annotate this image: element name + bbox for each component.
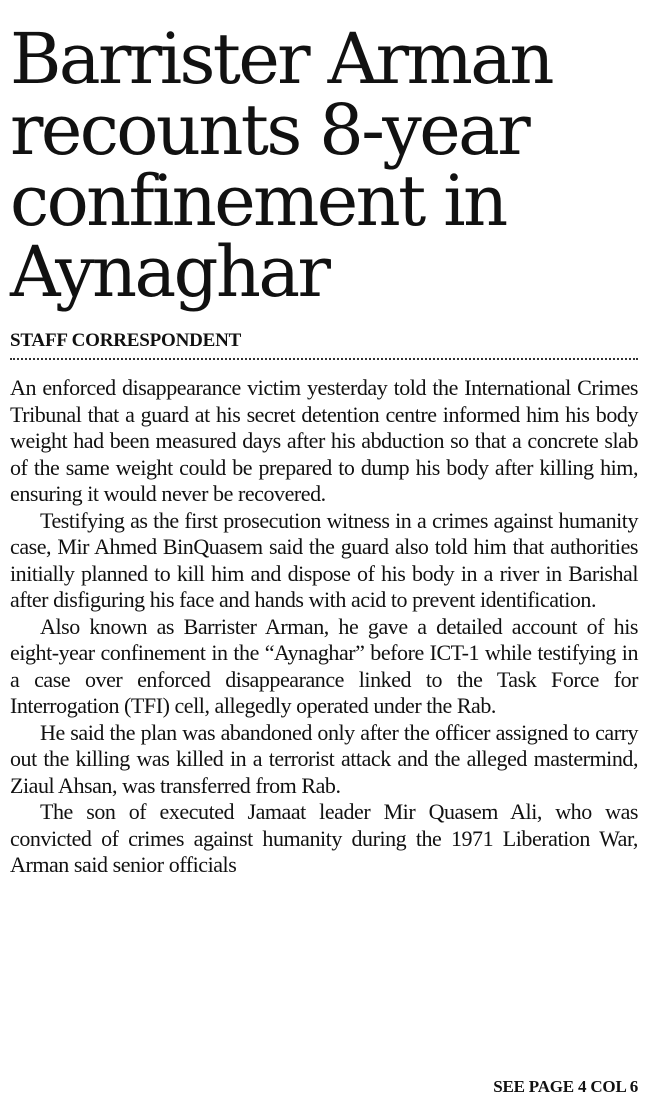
headline: [10, 0, 638, 313]
body-paragraph: Testifying as the first prosecution witness in a crimes against humanity case, Mir Ahmed BinQuasem said the guard also told him that authorities initially planned to kill him and dispose of his body in a river in Barishal after disfiguring his face and hands with acid to prevent identification.: [10, 507, 638, 612]
headline-line: Barrister Arman: [10, 18, 552, 100]
headline-line: Aynaghar: [10, 231, 329, 313]
body-paragraph: Also known as Barrister Arman, he gave a detailed account of his eight-year confinement in the “Aynaghar” before ICT-1 while testifying in a case over enforced disappearance linked to the Task Force for Interrogation (TFI) cell, allegedly operated under the Rab.: [10, 613, 638, 718]
body-paragraph: He said the plan was abandoned only after the officer assigned to carry out the killing was killed in a terrorist attack and the alleged mastermind, Ziaul Ahsan, was transferred from Rab.: [10, 719, 638, 798]
article-clipping: [10, 0, 638, 1114]
continuation-jump-line: SEE PAGE 4 COL 6: [493, 1077, 638, 1096]
headline-line: confinement in: [10, 160, 506, 242]
headline-line: recounts 8-year: [10, 89, 529, 171]
dotted-divider: [10, 358, 638, 360]
body-paragraph: The son of executed Jamaat leader Mir Quasem Ali, who was convicted of crimes against humanity during the 1971 Liberation War, Arman said senior officials: [10, 799, 638, 877]
body-paragraph: An enforced disappearance victim yesterday told the International Crimes Tribunal that a guard at his secret detention centre informed him his body weight had been measured days after his abduction so that a concrete slab of the same weight could be prepared to dump his body after killing him, ensuring it would never be recovered.: [10, 375, 638, 506]
byline: STAFF CORRESPONDENT: [10, 330, 242, 351]
article-body: [10, 375, 638, 879]
